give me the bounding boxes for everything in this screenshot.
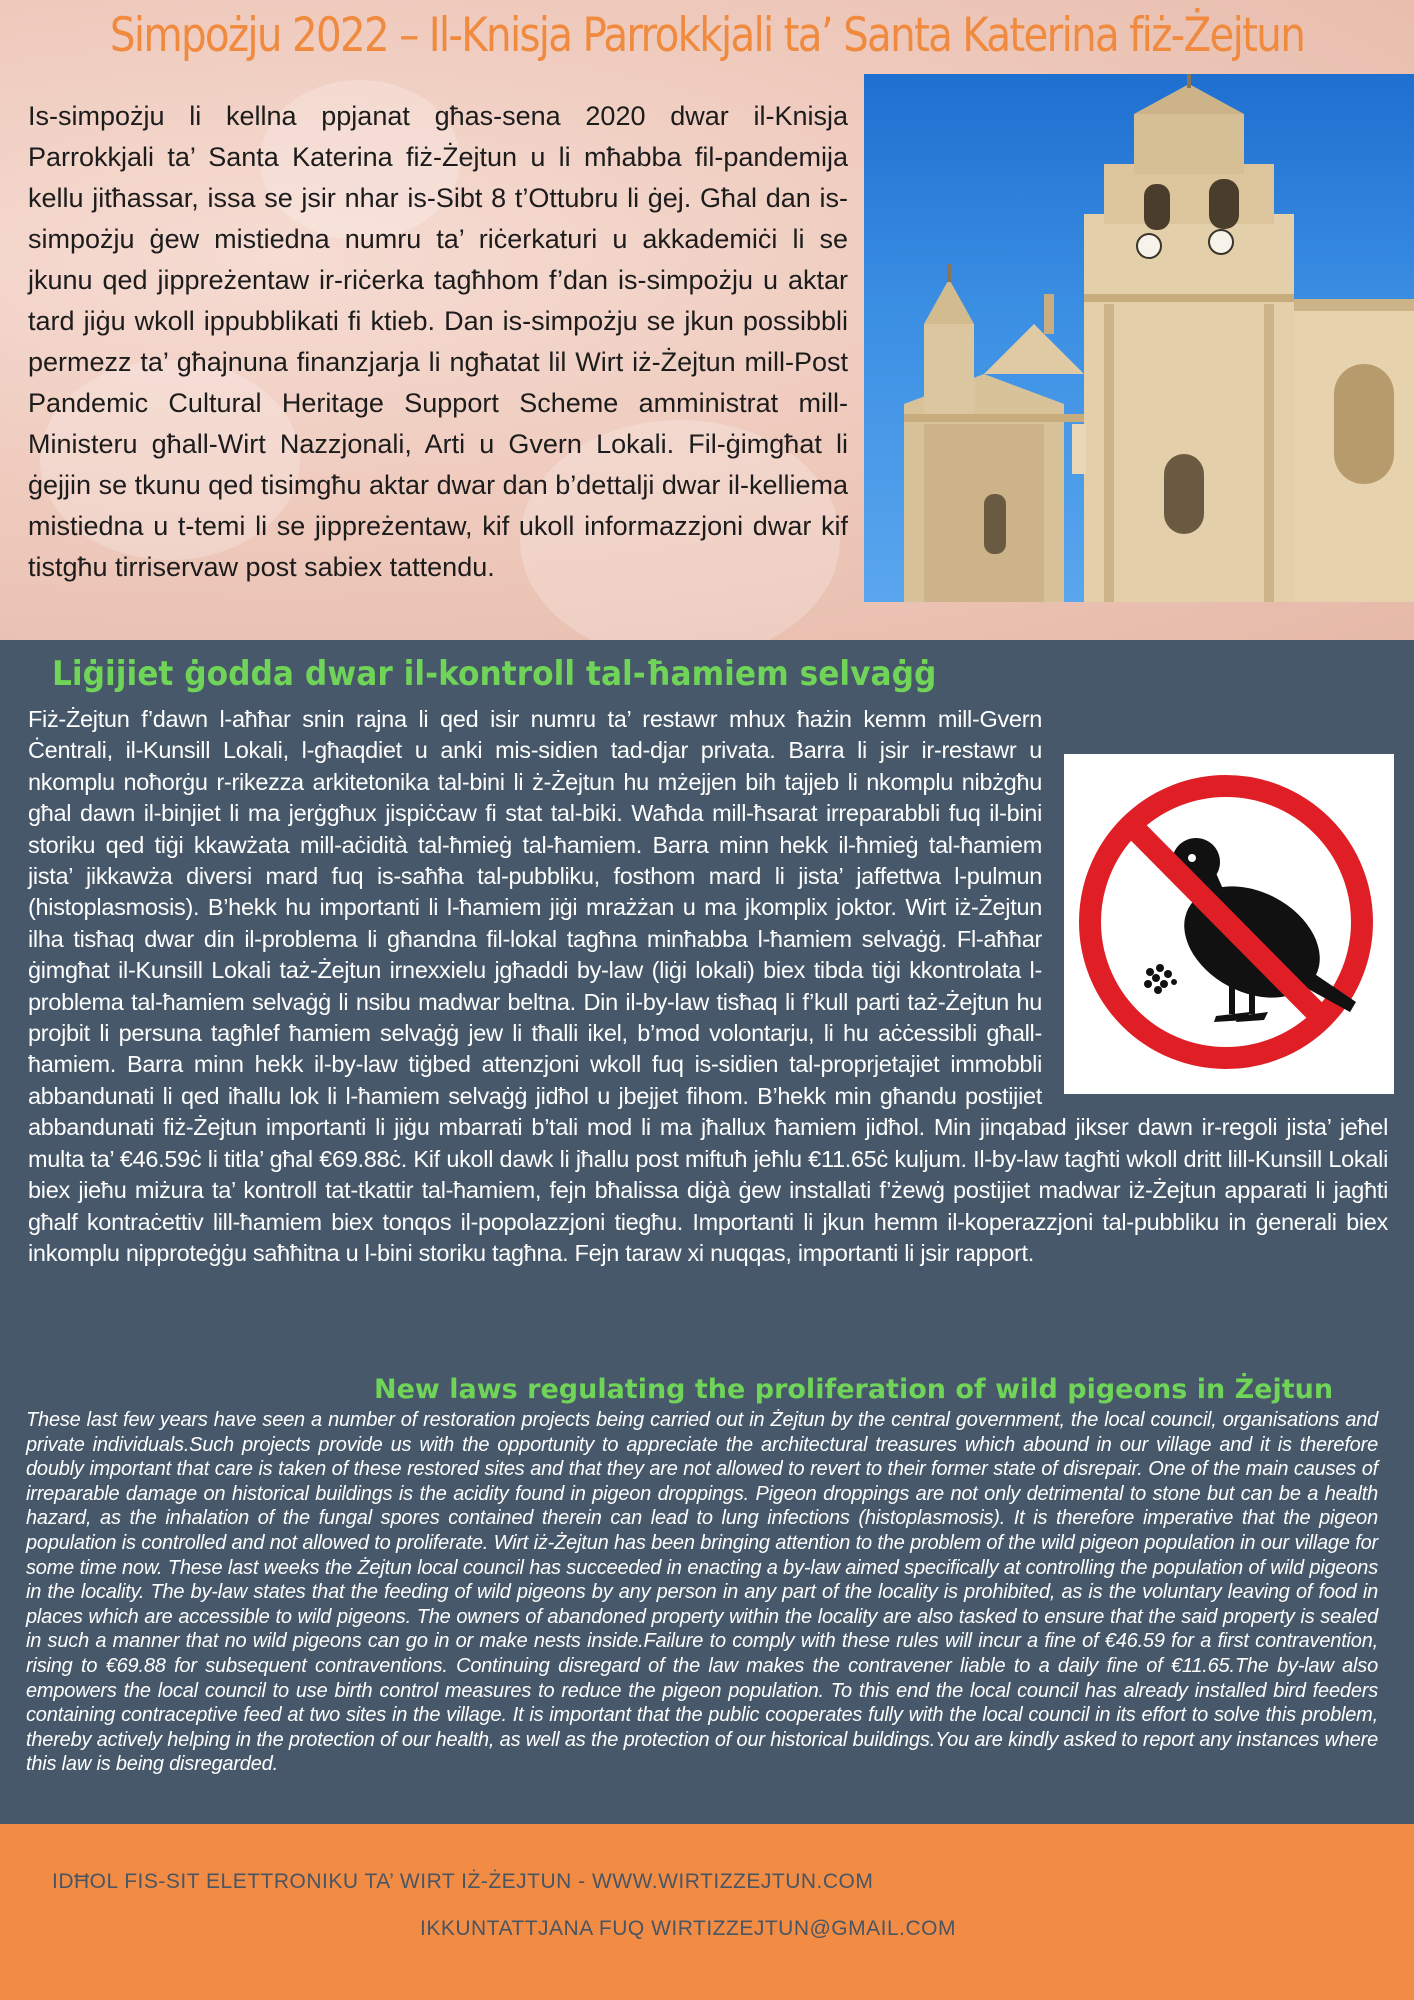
no-pigeon-feeding-sign (1064, 754, 1394, 1094)
church-photo (864, 74, 1414, 602)
header-section (0, 0, 1414, 640)
church-illustration (864, 74, 1414, 602)
contact-email[interactable]: IKKUNTATTJANA FUQ WIRTIZZEJTUN@GMAIL.COM (420, 1917, 956, 1940)
intro-paragraph: Is-simpożju li kellna ppjanat għas-sena 2020 dwar il-Knisja Parrokkjali ta’ Santa Katerina fiż-Żejtun u li mħabba fil-pandemija kellu jitħassar, issa se jsir nhar is-Sibt 8 t’Ottubru li ġej. Għal dan is-simpożju ġew mistiedna numru ta’ riċerkaturi u akkademiċi li se jkunu qed jippreżentaw ir-riċerka tagħhom f’dan is-simpożju u aktar tard jiġu wkoll ippubblikati fi ktieb. Dan is-simpożju se jkun possibbli permezz ta’ għajnuna finanzjarja li ngħatat lil Wirt iż-Żejtun mill-Post Pandemic Cultural Heritage Support Scheme amministrat mill-Ministeru għall-Wirt Nazzjonali, Arti u Gvern Lokali. Fil-ġimgħat li ġejjin se tkunu qed tisimgħu aktar dwar dan b’dettalji dwar il-kelliema mistiedna u t-temi li se jippreżentaw, kif ukoll informazzjoni dwar kif tistgħu tirriservaw post sabiex tattendu. (28, 101, 848, 582)
maltese-article-body (28, 704, 1388, 1269)
footer-band (0, 1824, 1414, 2000)
maltese-heading: Liġijiet ġodda dwar il-kontroll tal-ħamiem selvaġġ (52, 654, 937, 694)
english-heading: New laws regulating the proliferation of wild pigeons in Żejtun (374, 1374, 1334, 1405)
page-title: Simpożju 2022 – Il-Knisja Parrokkjali ta’ Santa Katerina fiż-Żejtun (109, 8, 1305, 63)
website-link[interactable]: IDĦOL FIS-SIT ELETTRONIKU TA’ WIRT IŻ-ŻEJTUN - WWW.WIRTIZZEJTUN.COM (52, 1870, 874, 1893)
maltese-article-text: Fiż-Żejtun f’dawn l-aħħar snin rajna li qed isir numru ta’ restawr mhux ħażin kemm mill-Gvern Ċentrali, il-Kunsill Lokali, l-għaqdiet u anki mis-sidien tad-djar privata. Barra li jsir ir-restawr u nkomplu noħorġu r-rikezza arkitetonika tal-bini li ż-Żejtun hu mżejjen bih tajjeb li nkomplu nibżgħu għal dawn il-binjiet li ma jerġgħux jispiċċaw fi stat tal-biki. Waħda mill-ħsarat irreparabbli fuq il-bini storiku qed tiġi kkawżata mill-aċidità tal-ħmieġ tal-ħamiem. Barra minn hekk il-ħmieġ tal-ħamiem jista’ jikkawża diversi mard fuq is-saħħa tal-pubbliku, fosthom mard li jista’ jaffettwa l-pulmun (histoplasmosis). B’hekk hu importanti li l-ħamiem jiġi mrażżan u ma jkomplix joktor. Wirt iż-Żejtun ilha tisħaq dwar din il-problema li għandna fil-lokal tagħna minħabba l-ħamiem selvaġġ. Fl-aħħar ġimgħat il-Kunsill Lokali taż-Żejtun irnexxielu jgħaddi by-law (liġi lokali) biex tibda tiġi kkontrolata l-problema tal-ħamiem selvaġġ li nsibu madwar beltna. Din il-by-law tisħaq li f’kull parti taż-Żejtun hu projbit li persuna tagħlef ħamiem selvaġġ jew li tħalli ikel, b’mod volontarju, li hu aċċessibli għall-ħamiem. Barra minn hekk il-by-law tiġbed attenzjoni wkoll fuq is-sidien tal-proprjetajiet immobbli abbandunati li qed iħallu lok li l-ħamiem selvaġġ jidħol u jbejjet fihom. B’hekk min għandu postijiet abbandunati fiż-Żejtun importanti li jiġu mbarrati b’tali mod li ma jħallux ħamiem jidħol. Min jinqabad jikser dawn ir-regoli jista’ jeħel multa ta’ €46.59ċ li titla’ għal €69.88ċ. Kif ukoll dawk li jħallu post miftuħ jeħlu €11.65ċ kuljum. Il-by-law tagħti wkoll dritt lill-Kunsill Lokali biex jieħu miżura ta’ kontroll tat-tkattir tal-ħamiem, fejn bħalissa diġà ġew installati f’żewġ postijiet madwar iż-Żejtun apparati li jagħti għalf kontraċettiv lill-ħamiem biex tonqos il-popolazzjoni tiegħu. Importanti li jkun hemm il-koperazzjoni tal-pubbliku in ġenerali biex inkomplu nipproteġġu saħħitna u l-bini storiku tagħna. Fejn taraw xi nuqqas, importanti li jsir rapport. (28, 706, 1388, 1266)
prohibition-sign-icon (1064, 754, 1394, 1094)
english-article-body: These last few years have seen a number of restoration projects being carried out in Żejtun by the central government, the local council, organisations and private individuals.Such projects provide us with the opportunity to appreciate the architectural treasures which abound in our village and it is therefore doubly important that care is taken of these restored sites and that they are not allowed to revert to their former state of disrepair. One of the main causes of irreparable damage on historical buildings is the acidity found in pigeon droppings. Pigeon droppings are not only detrimental to stone but can be a health hazard, as the inhalation of the fungal spores contained therein can lead to lung infections (histoplasmosis). It is therefore imperative that the pigeon population is controlled and not allowed to proliferate. Wirt iż-Żejtun has been bringing attention to the problem of the wild pigeon population in our village for some time now. These last weeks the Żejtun local council has succeeded in enacting a by-law aimed specifically at controlling the population of wild pigeons in the locality. The by-law states that the feeding of wild pigeons by any person in any part of the locality is prohibited, as is the voluntary leaving of food in places which are accessible to wild pigeons. The owners of abandoned property within the locality are also tasked to ensure that the said property is sealed in such a manner that no wild pigeons can go in or make nests inside.Failure to comply with these rules will incur a fine of €46.59 for a first contravention, rising to €69.88 for subsequent contraventions. Continuing disregard of the law makes the contravener liable to a daily fine of €11.65.The by-law also empowers the local council to use birth control measures to reduce the pigeon population. To this end the local council has already installed bird feeders containing contraceptive feed at two sites in the village. It is important that the public cooperates fully with the local council in its effort to solve this problem, thereby actively helping in the protection of our health, as well as the protection of our historical buildings.You are kindly asked to report any instances where this law is being disregarded. (26, 1409, 1378, 1776)
